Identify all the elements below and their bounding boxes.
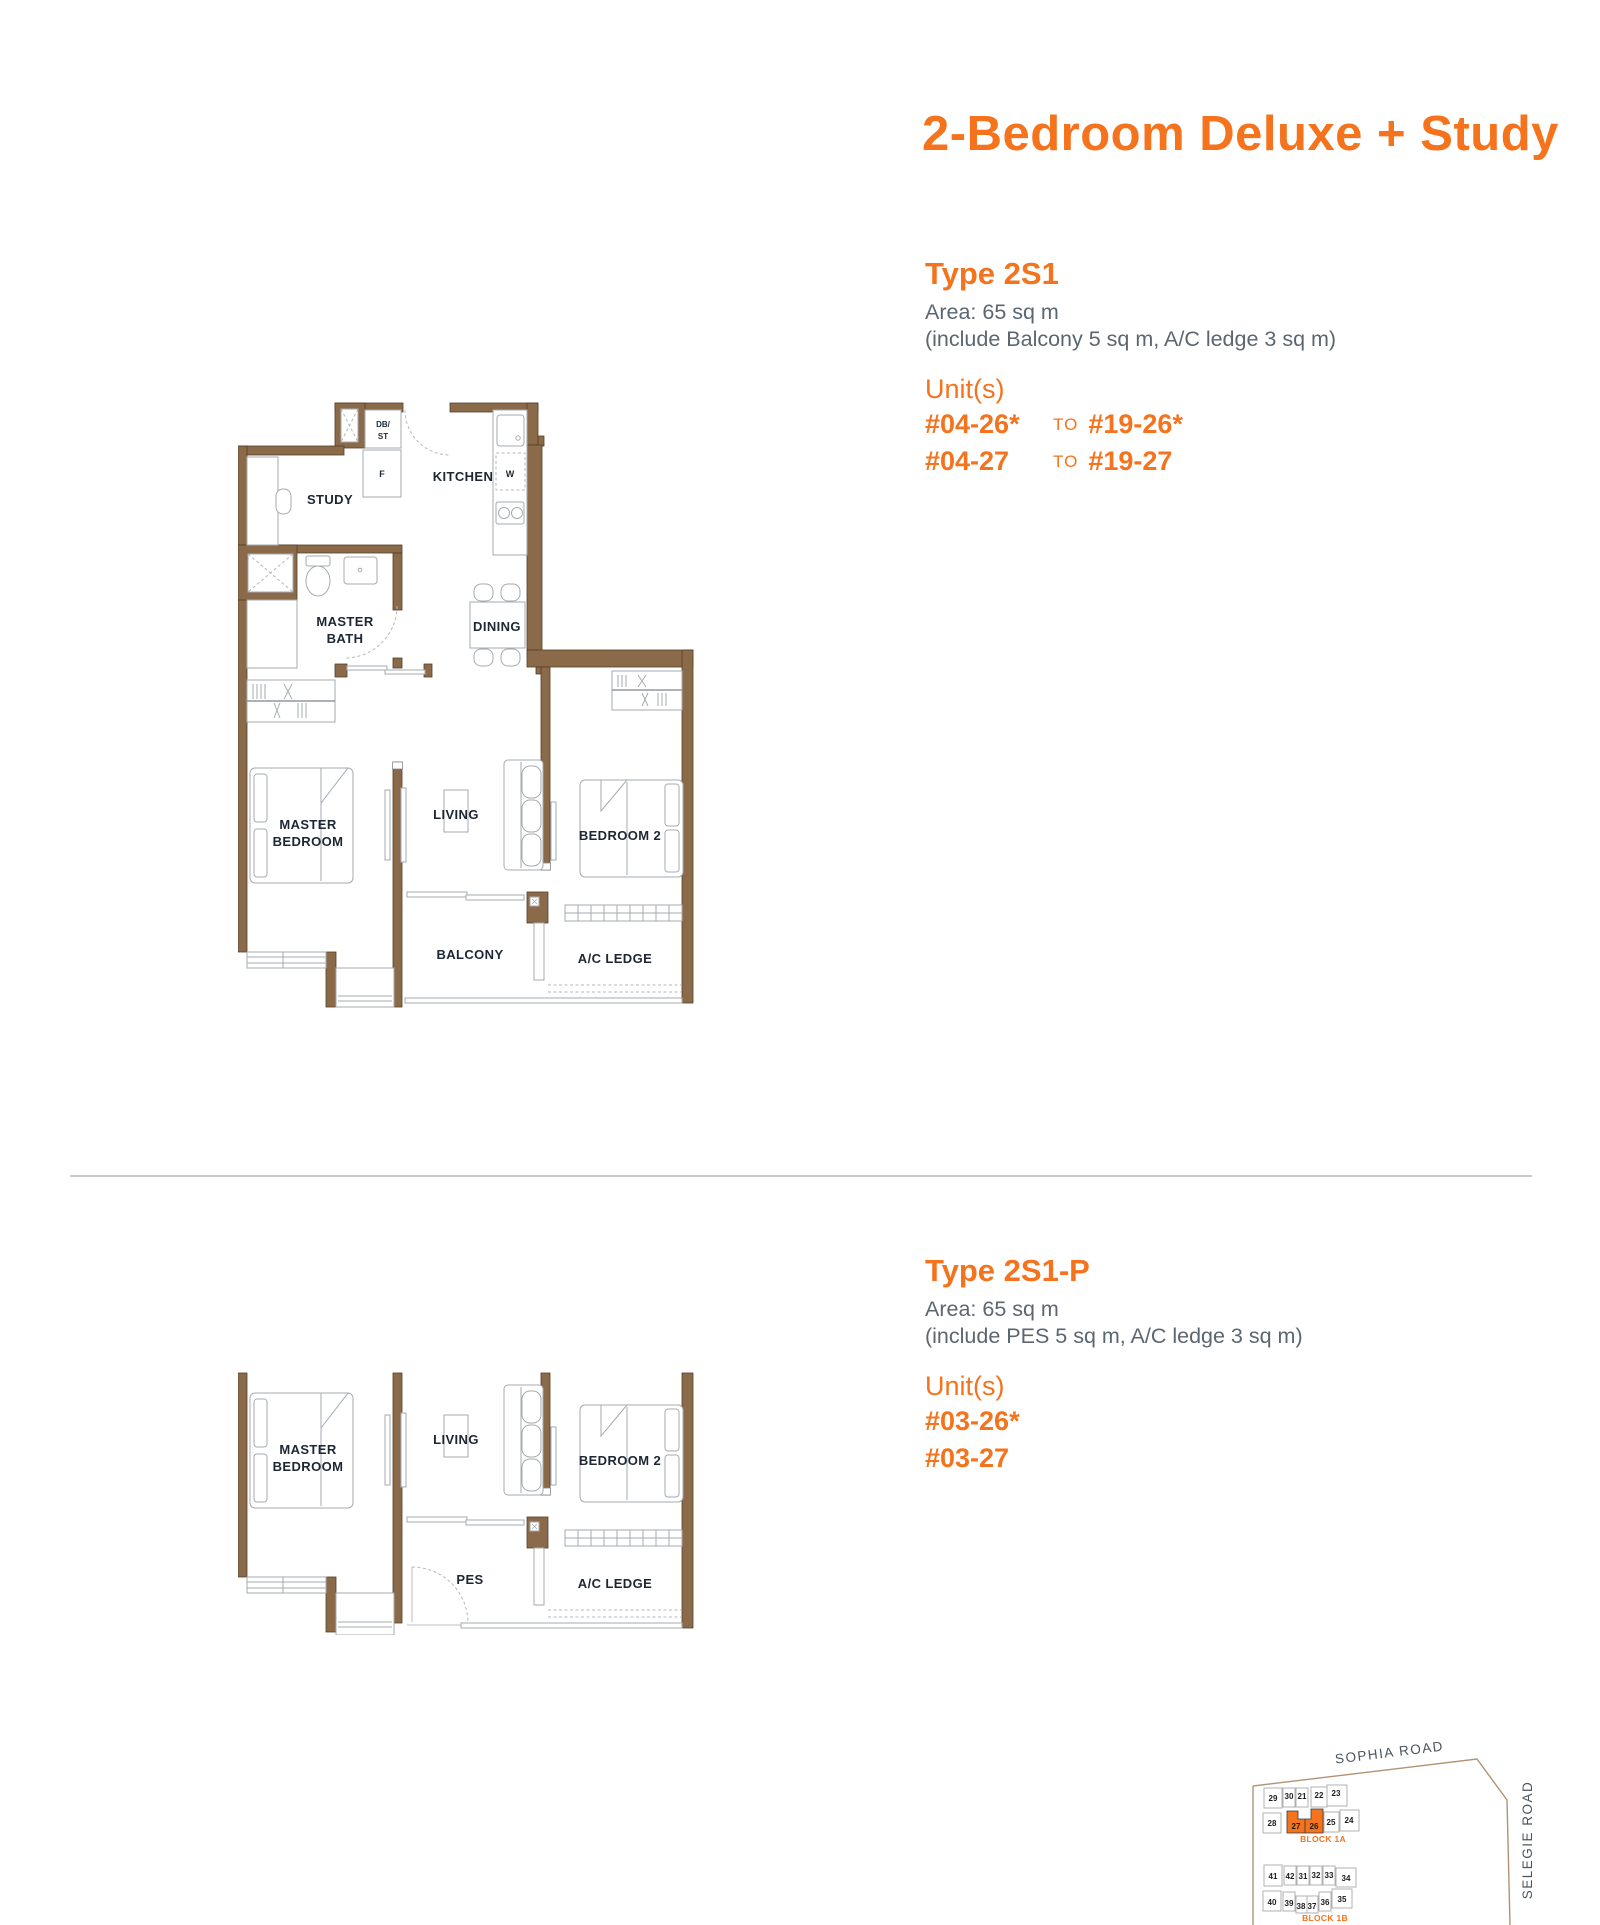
bedroom2-label: BEDROOM 2 bbox=[578, 828, 662, 843]
block-1a-label: BLOCK 1A bbox=[1300, 1834, 1346, 1844]
section-divider bbox=[70, 1175, 1532, 1177]
unit-number: 42 bbox=[1285, 1872, 1295, 1881]
unit-number: 40 bbox=[1267, 1898, 1277, 1907]
block-1b-row1 bbox=[1264, 1865, 1356, 1887]
unit-range-to: #19-26* bbox=[1088, 409, 1183, 439]
balcony-rail bbox=[405, 998, 682, 1003]
unit-number: 36 bbox=[1320, 1898, 1330, 1907]
unit-number-highlighted: 26 bbox=[1309, 1822, 1319, 1831]
unit-number: 35 bbox=[1337, 1895, 1347, 1904]
living-label: LIVING bbox=[433, 1432, 479, 1447]
living-label: LIVING bbox=[433, 807, 479, 822]
master-bath-fixtures bbox=[247, 554, 397, 668]
kitchen-label: KITCHEN bbox=[432, 469, 494, 484]
master-bedroom-windows bbox=[247, 952, 394, 1007]
type-2s1p-unit1: #03-26* bbox=[925, 1406, 1020, 1436]
bedroom2-wardrobe bbox=[612, 671, 682, 710]
study-label: STUDY bbox=[306, 492, 354, 507]
block-1a-row1 bbox=[1264, 1785, 1347, 1808]
unit-number: 23 bbox=[1331, 1789, 1341, 1798]
type-2s1-units-row1 bbox=[925, 409, 1183, 440]
balcony-label: BALCONY bbox=[436, 947, 504, 962]
unit-range-from: #04-26* bbox=[925, 409, 1020, 439]
unit-number: 37 bbox=[1307, 1902, 1317, 1911]
riser-shaft bbox=[341, 409, 358, 442]
entrance-door-arc bbox=[405, 410, 450, 455]
type-2s1p-area-line2: (include PES 5 sq m, A/C ledge 3 sq m) bbox=[925, 1324, 1303, 1348]
unit-number: 30 bbox=[1284, 1792, 1294, 1801]
type-2s1-heading: Type 2S1 bbox=[925, 256, 1059, 291]
unit-number: 24 bbox=[1344, 1816, 1354, 1825]
type-2s1-units-heading: Unit(s) bbox=[925, 374, 1005, 404]
floor-plan-type-2s1p bbox=[238, 1370, 705, 1635]
unit-range-from: #04-27 bbox=[925, 446, 1010, 476]
boundary-rail bbox=[407, 1623, 682, 1628]
fridge-label: F bbox=[379, 469, 385, 479]
unit-number: 34 bbox=[1341, 1874, 1351, 1883]
unit-range-to: #19-27 bbox=[1088, 446, 1173, 476]
block-1b-row2 bbox=[1263, 1889, 1352, 1913]
washer-label: W bbox=[505, 469, 515, 479]
page-title: 2-Bedroom Deluxe + Study bbox=[922, 107, 1559, 161]
unit-number: 39 bbox=[1284, 1899, 1294, 1908]
sophia-road-label: SOPHIA ROAD bbox=[1334, 1738, 1445, 1767]
fridge bbox=[363, 450, 401, 497]
master-wardrobe bbox=[247, 680, 335, 722]
master-bedroom-label-line1: MASTER bbox=[279, 817, 337, 832]
unit-number: 38 bbox=[1296, 1902, 1306, 1911]
kitchen-counter bbox=[493, 410, 527, 555]
master-bedroom-label-line2: BEDROOM bbox=[272, 834, 344, 849]
unit-number: 32 bbox=[1311, 1871, 1321, 1880]
unit-number: 31 bbox=[1298, 1872, 1308, 1881]
study-furniture bbox=[247, 457, 291, 545]
block-1a-row2 bbox=[1263, 1809, 1359, 1833]
db-label: DB/ bbox=[376, 420, 390, 429]
master-bedroom-label-line2: BEDROOM bbox=[272, 1459, 344, 1474]
master-bedroom-sliding-door bbox=[347, 666, 425, 674]
ac-ledge-louvres bbox=[548, 905, 682, 992]
block-1b-label: BLOCK 1B bbox=[1302, 1913, 1348, 1923]
unit-number: 41 bbox=[1268, 1872, 1278, 1881]
type-2s1-area-line2: (include Balcony 5 sq m, A/C ledge 3 sq m) bbox=[925, 327, 1337, 351]
selegie-road-label: SELEGIE ROAD bbox=[1520, 1780, 1535, 1900]
master-bath-label-line1: MASTER bbox=[316, 614, 374, 629]
type-2s1-area-line1: Area: 65 sq m bbox=[925, 300, 1059, 324]
unit-number-highlighted: 27 bbox=[1291, 1822, 1301, 1831]
master-bath-label-line2: BATH bbox=[326, 631, 364, 646]
db-st-cabinet bbox=[365, 410, 401, 448]
site-map bbox=[1240, 1735, 1600, 1925]
unit-number: 25 bbox=[1326, 1818, 1336, 1827]
master-bedroom-label-line1: MASTER bbox=[279, 1442, 337, 1457]
ac-ledge-louvres bbox=[548, 1530, 682, 1617]
type-2s1p-unit2: #03-27 bbox=[925, 1443, 1010, 1473]
type-2s1p-units-heading: Unit(s) bbox=[925, 1371, 1005, 1401]
unit-range-to-word: TO bbox=[1053, 452, 1079, 471]
pes-label: PES bbox=[456, 1572, 484, 1587]
master-bedroom-windows bbox=[247, 1577, 394, 1635]
type-2s1p-heading: Type 2S1-P bbox=[925, 1253, 1090, 1288]
ac-ledge-label: A/C LEDGE bbox=[577, 951, 653, 966]
type-2s1-units-row2 bbox=[925, 446, 1172, 477]
balcony-sliding-doors bbox=[407, 892, 524, 900]
pes-sliding-doors bbox=[407, 1517, 524, 1525]
dining-label: DINING bbox=[473, 619, 521, 634]
type-2s1p-area-line1: Area: 65 sq m bbox=[925, 1297, 1059, 1321]
unit-number: 28 bbox=[1267, 1819, 1277, 1828]
unit-range-to-word: TO bbox=[1053, 415, 1079, 434]
unit-number: 22 bbox=[1314, 1791, 1324, 1800]
unit-number: 21 bbox=[1297, 1792, 1307, 1801]
unit-number: 29 bbox=[1268, 1794, 1278, 1803]
ac-ledge-label: A/C LEDGE bbox=[577, 1576, 653, 1591]
st-label: ST bbox=[377, 432, 389, 441]
floor-plan-type-2s1 bbox=[238, 400, 705, 1010]
unit-number: 33 bbox=[1324, 1871, 1334, 1880]
bedroom2-label: BEDROOM 2 bbox=[578, 1453, 662, 1468]
